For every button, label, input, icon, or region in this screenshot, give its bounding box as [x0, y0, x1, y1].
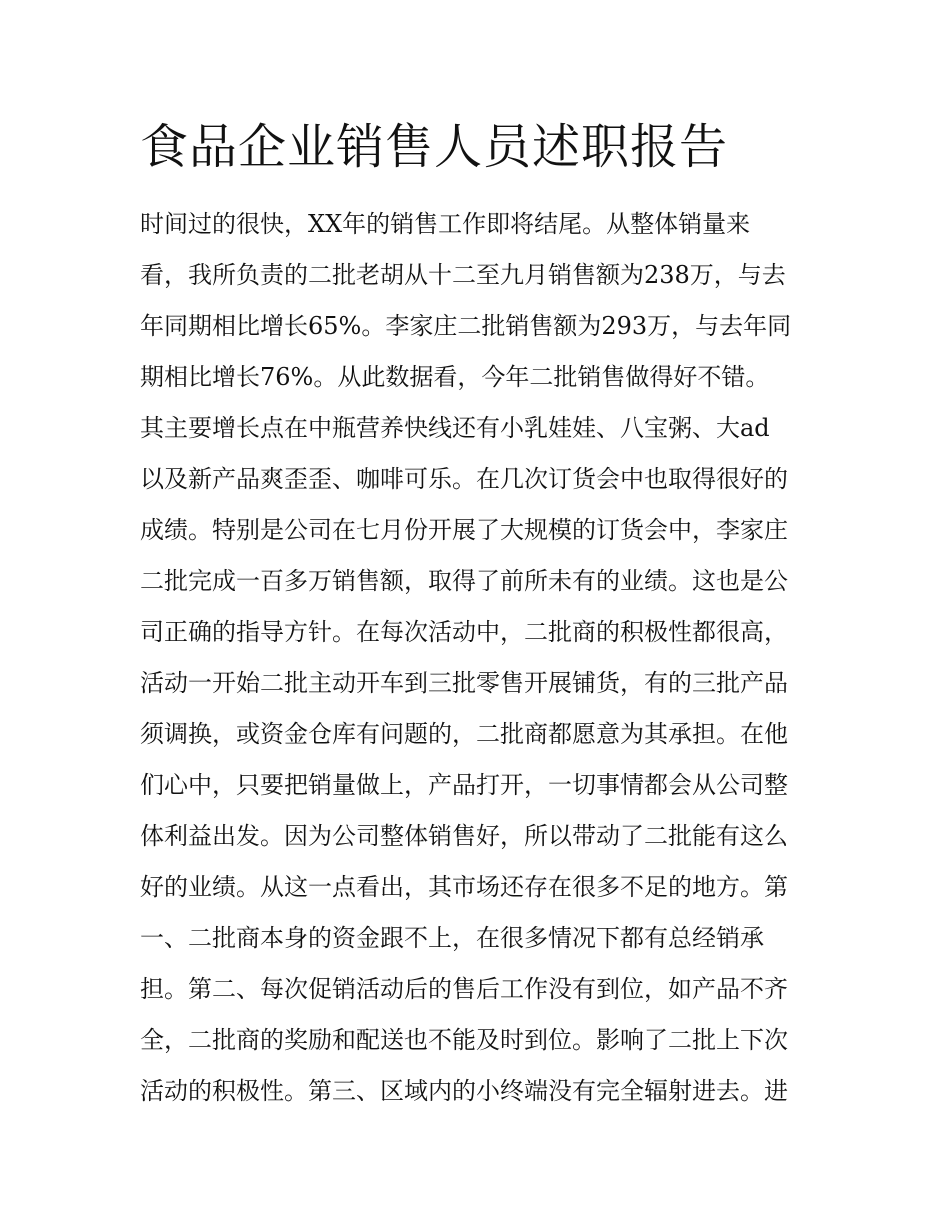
body-line: 二批完成一百多万销售额，取得了前所未有的业绩。这也是公 [140, 567, 788, 595]
body-line: 一、二批商本身的资金跟不上，在很多情况下都有总经销承 [140, 924, 764, 952]
body-line: 活动的积极性。第三、区域内的小终端没有完全辐射进去。进 [140, 1077, 788, 1105]
body-line: 须调换，或资金仓库有问题的，二批商都愿意为其承担。在他 [140, 720, 788, 748]
body-line: 体利益出发。因为公司整体销售好，所以带动了二批能有这么 [140, 822, 788, 850]
body-line: 司正确的指导方针。在每次活动中，二批商的积极性都很高， [140, 618, 788, 646]
body-line: 其主要增长点在中瓶营养快线还有小乳娃娃、八宝粥、大ad [140, 414, 770, 442]
body-line: 活动一开始二批主动开车到三批零售开展铺货，有的三批产品 [140, 669, 788, 697]
body-line: 全，二批商的奖励和配送也不能及时到位。影响了二批上下次 [140, 1026, 788, 1054]
body-line: 们心中，只要把销量做上，产品打开，一切事情都会从公司整 [140, 771, 788, 799]
body-line: 担。第二、每次促销活动后的售后工作没有到位，如产品不齐 [140, 975, 788, 1003]
body-line: 年同期相比增长65%。李家庄二批销售额为293万，与去年同 [140, 312, 792, 340]
body-line: 时间过的很快，XX年的销售工作即将结尾。从整体销量来 [140, 210, 751, 238]
body-line: 好的业绩。从这一点看出，其市场还存在很多不足的地方。第 [140, 873, 788, 901]
body-line: 成绩。特别是公司在七月份开展了大规模的订货会中，李家庄 [140, 516, 788, 544]
body-line: 期相比增长76%。从此数据看，今年二批销售做得好不错。 [140, 363, 770, 391]
body-line: 以及新产品爽歪歪、咖啡可乐。在几次订货会中也取得很好的 [140, 465, 788, 493]
document-body [140, 199, 820, 1117]
body-line: 看，我所负责的二批老胡从十二至九月销售额为238万，与去 [140, 261, 786, 289]
document-title: 食品企业销售人员述职报告 [140, 119, 729, 175]
